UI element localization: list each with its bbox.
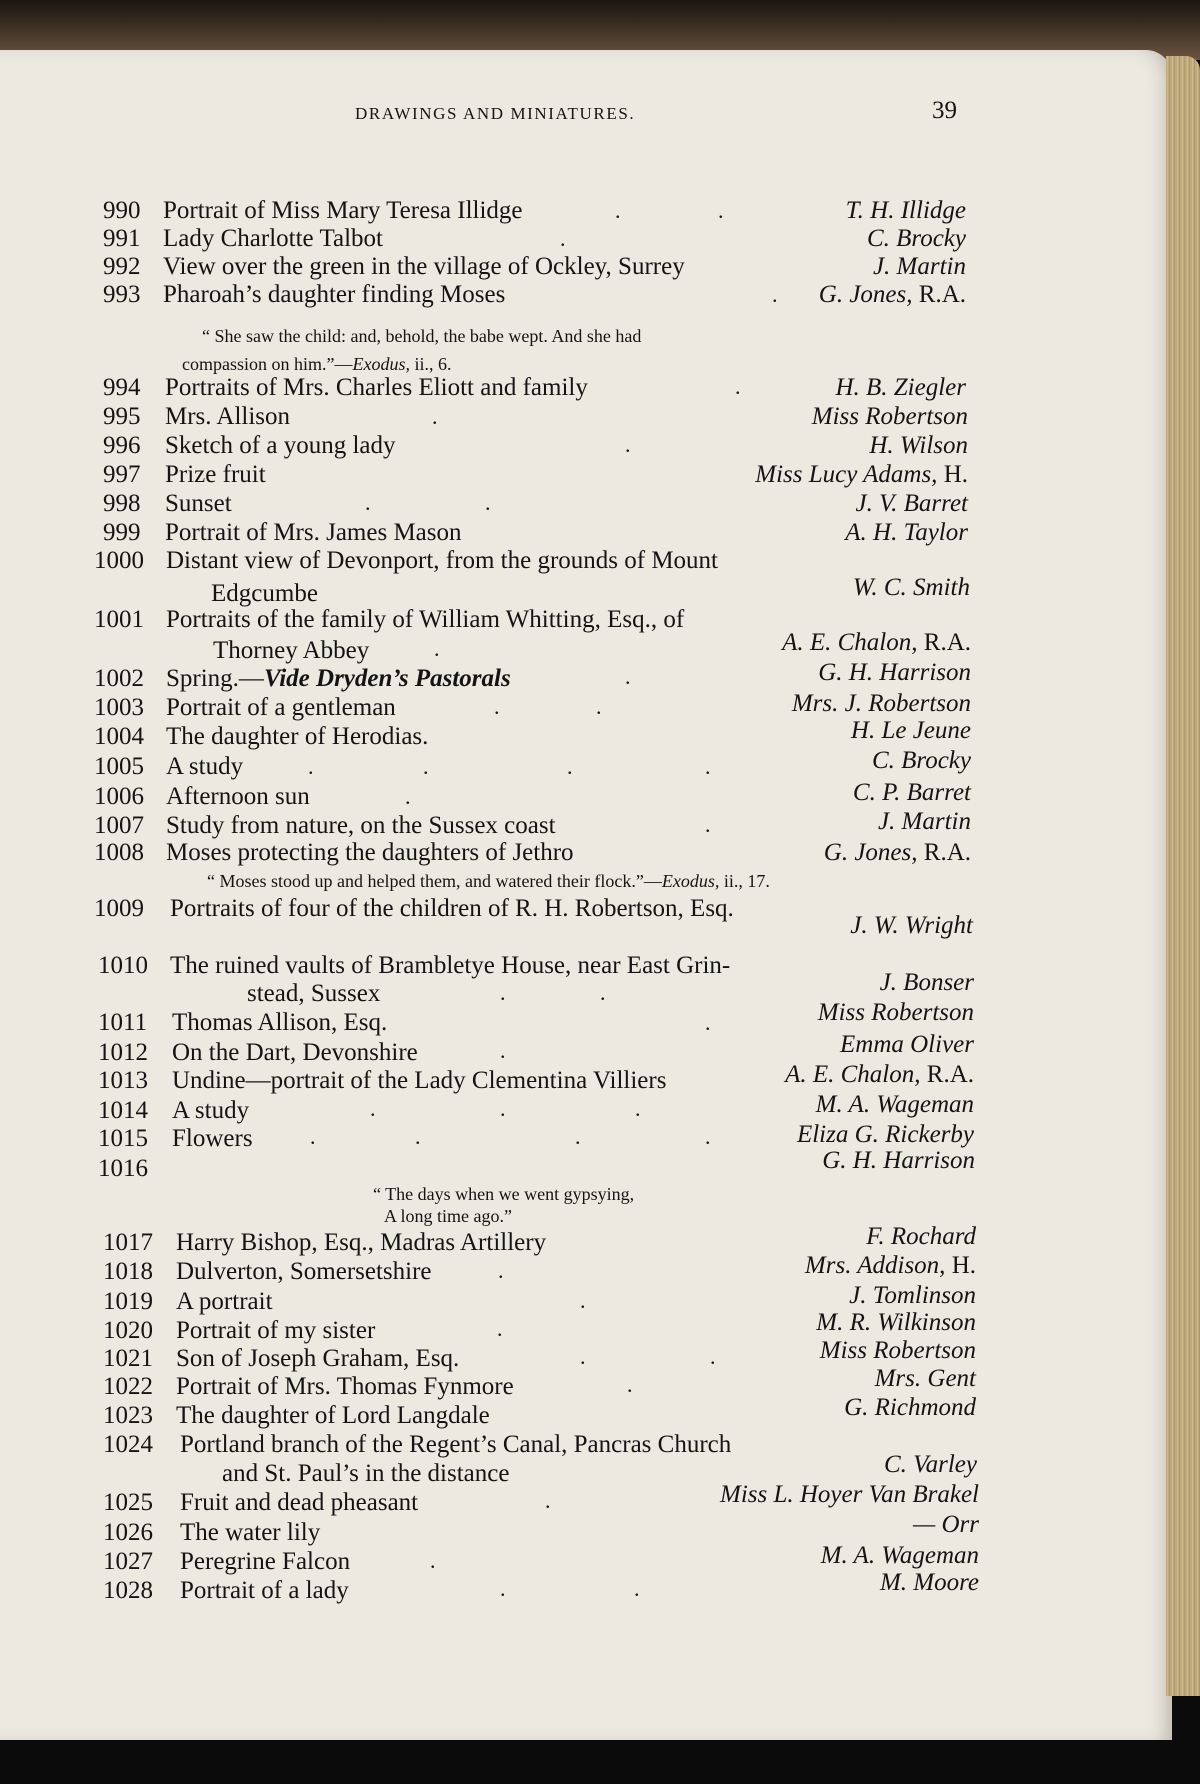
catalogue-entry xyxy=(0,1569,1172,1606)
leader-dot: . xyxy=(615,198,621,223)
entry-artist: J. Martin xyxy=(872,253,966,280)
entry-artist: A. E. Chalon, R.A. xyxy=(785,1061,974,1088)
entry-number: 1017 xyxy=(103,1229,153,1256)
entry-artist: J. Bonser xyxy=(879,969,974,996)
entry-artist: W. C. Smith xyxy=(852,574,970,601)
catalogue-entry-artist-line xyxy=(0,968,1172,998)
entry-number: 1000 xyxy=(94,547,144,574)
entry-number: 1013 xyxy=(98,1067,148,1094)
catalogue-entry xyxy=(0,1511,1172,1548)
entry-number: 1011 xyxy=(98,1009,148,1036)
entry-number: 1024 xyxy=(103,1431,153,1458)
entry-artist: Mrs. Gent xyxy=(874,1365,976,1392)
leader-dot: . xyxy=(434,636,440,661)
entry-title: Thomas Allison, Esq. xyxy=(172,1009,388,1036)
entry-title-continuation: Edgcumbe xyxy=(211,580,318,607)
entry-artist: H. B. Ziegler xyxy=(835,374,966,401)
entry-artist: H. Le Jeune xyxy=(850,717,971,744)
leader-dot: . xyxy=(735,374,741,399)
entry-number: 998 xyxy=(103,490,141,517)
catalogue-entry xyxy=(0,779,1172,812)
catalogue-entry xyxy=(0,1091,1172,1126)
entry-number: 1020 xyxy=(103,1317,153,1344)
leader-dot: . xyxy=(575,1124,581,1149)
catalogue-entry xyxy=(0,1481,1172,1518)
catalogue-entry xyxy=(0,717,1172,752)
entry-quote: compassion on him.”—Exodus, ii., 6. xyxy=(182,354,452,374)
entry-title: The daughter of Herodias. xyxy=(166,723,429,750)
leader-dot: . xyxy=(567,754,573,779)
leader-dot: . xyxy=(500,980,506,1005)
entry-number: 1003 xyxy=(94,694,144,721)
entry-title: On the Dart, Devonshire xyxy=(172,1039,418,1066)
entry-title: Portrait of a gentleman xyxy=(166,694,396,721)
catalogue-entry xyxy=(0,402,1172,432)
catalogue-entry xyxy=(0,1147,1172,1184)
entry-number: 1022 xyxy=(103,1373,153,1400)
catalogue-entry xyxy=(0,1031,1172,1068)
catalogue-entry xyxy=(0,196,1172,226)
leader-dot: . xyxy=(370,1096,376,1121)
leader-dot: . xyxy=(415,1124,421,1149)
entry-title: Portraits of the family of William Whitting, Esq., of xyxy=(166,606,685,633)
leader-dot: . xyxy=(580,1344,586,1369)
entry-title: A study xyxy=(172,1097,250,1124)
catalogue-entry-artist-line xyxy=(0,628,1172,658)
entry-artist: G. Richmond xyxy=(844,1394,976,1421)
entry-title: Undine—portrait of the Lady Clementina Villiers xyxy=(172,1067,667,1094)
entry-number: 996 xyxy=(103,432,141,459)
leader-dot: . xyxy=(497,1316,503,1341)
catalogue-entry xyxy=(0,1061,1172,1096)
entry-artist: F. Rochard xyxy=(866,1223,976,1250)
leader-dot: . xyxy=(432,404,438,429)
leader-dot: . xyxy=(718,198,724,223)
leader-dot: . xyxy=(705,812,711,837)
leader-dot: . xyxy=(580,1288,586,1313)
leader-dot: . xyxy=(430,1548,436,1573)
entry-artist: C. Brocky xyxy=(871,747,971,774)
entry-number: 1010 xyxy=(98,952,148,979)
entry-title: Spring.—Vide Dryden’s Pastorals xyxy=(166,665,511,692)
leader-dot: . xyxy=(365,490,371,515)
entry-title: Portraits of Mrs. Charles Eliott and family xyxy=(165,374,588,401)
entry-artist: C. Varley xyxy=(883,1451,977,1478)
entry-artist: Mrs. Addison, H. xyxy=(804,1252,976,1279)
catalogue-entry xyxy=(0,690,1172,723)
catalogue-entry xyxy=(0,659,1172,694)
entry-artist: G. Jones, R.A. xyxy=(818,281,966,308)
entry-title: Fruit and dead pheasant xyxy=(180,1489,419,1516)
entry-title-continuation: stead, Sussex xyxy=(247,980,381,1007)
entry-number: 1021 xyxy=(103,1345,153,1372)
catalogue-entry xyxy=(0,1282,1172,1317)
entry-number: 995 xyxy=(103,403,141,430)
entry-artist: Miss L. Hoyer Van Brakel xyxy=(720,1481,979,1508)
entry-number: 1018 xyxy=(103,1258,153,1285)
entry-number: 1001 xyxy=(94,606,144,633)
catalogue-entry xyxy=(0,1337,1172,1374)
entry-title: Peregrine Falcon xyxy=(180,1548,351,1575)
catalogue-entry xyxy=(0,808,1172,841)
entry-title: Portraits of four of the children of R. H. Robertson, Esq. xyxy=(170,895,734,922)
catalogue-entry xyxy=(0,489,1172,519)
entry-artist: H. Wilson xyxy=(869,432,968,459)
entry-title: Portrait of Mrs. James Mason xyxy=(165,519,462,546)
leader-dot: . xyxy=(710,1344,716,1369)
entry-title: Lady Charlotte Talbot xyxy=(163,225,383,252)
leader-dot: . xyxy=(405,784,411,809)
entry-title: Flowers xyxy=(172,1125,253,1152)
entry-title: Mrs. Allison xyxy=(165,403,291,430)
entry-title: Dulverton, Somersetshire xyxy=(176,1258,432,1285)
running-head: DRAWINGS AND MINIATURES. xyxy=(355,104,636,123)
entry-artist: M. A. Wageman xyxy=(820,1542,979,1569)
entry-number: 1008 xyxy=(94,839,144,866)
entry-title-continuation: Thorney Abbey xyxy=(213,637,370,664)
leader-dot: . xyxy=(625,432,631,457)
catalogue-entry xyxy=(0,999,1172,1038)
entry-quote: “ The days when we went gypsying, xyxy=(373,1184,635,1204)
entry-artist: G. Jones, R.A. xyxy=(823,839,971,866)
entry-artist: J. W. Wright xyxy=(850,912,973,939)
entry-number: 1004 xyxy=(94,723,144,750)
page-number: 39 xyxy=(932,97,957,124)
leader-dot: . xyxy=(560,226,566,251)
entry-number: 1028 xyxy=(103,1577,153,1604)
leader-dot: . xyxy=(635,1096,641,1121)
entry-number: 992 xyxy=(103,253,141,280)
entry-quote: “ Moses stood up and helped them, and watered their flock.”—Exodus, ii., 17. xyxy=(207,871,770,891)
catalogue-entry xyxy=(0,224,1172,254)
entry-number: 994 xyxy=(103,374,141,401)
leader-dot: . xyxy=(498,1258,504,1283)
entry-title: The ruined vaults of Brambletye House, near East Grin- xyxy=(170,952,731,979)
entry-number: 1012 xyxy=(98,1039,148,1066)
catalogue-entry xyxy=(0,518,1172,548)
leader-dot: . xyxy=(494,694,500,719)
entry-title: Study from nature, on the Sussex coast xyxy=(166,812,556,839)
entry-title: Portrait of my sister xyxy=(176,1317,376,1344)
catalogue-entry xyxy=(0,838,1172,868)
entry-title: A study xyxy=(166,753,244,780)
entry-artist: Miss Lucy Adams, H. xyxy=(755,461,968,488)
catalogue-entry xyxy=(0,460,1172,490)
catalogue-entry xyxy=(0,1252,1172,1287)
catalogue-entry xyxy=(0,252,1172,282)
leader-dot: . xyxy=(600,980,606,1005)
entry-artist: C. P. Barret xyxy=(852,779,971,806)
entry-title: Pharoah’s daughter finding Moses xyxy=(163,281,506,308)
entry-artist: Miss Robertson xyxy=(817,999,974,1026)
entry-title: Distant view of Devonport, from the grounds of Mount xyxy=(166,547,719,574)
catalogue-entry xyxy=(0,280,1172,310)
entry-artist: C. Brocky xyxy=(866,225,966,252)
leader-dot: . xyxy=(705,1010,711,1035)
entry-artist: M. Moore xyxy=(879,1569,979,1596)
catalogue-entry xyxy=(0,1121,1172,1154)
entry-artist: Miss Robertson xyxy=(811,403,968,430)
catalogue-entry xyxy=(0,747,1172,782)
leader-dot: . xyxy=(308,754,314,779)
entry-artist: J. Martin xyxy=(877,808,971,835)
entry-number: 993 xyxy=(103,281,141,308)
entry-title: Portrait of Miss Mary Teresa Illidge xyxy=(163,197,523,224)
entry-title: View over the green in the village of Ockley, Surrey xyxy=(163,253,685,280)
leader-dot: . xyxy=(705,1124,711,1149)
entry-number: 1009 xyxy=(94,895,144,922)
catalogue-entry xyxy=(0,1365,1172,1402)
entry-number: 990 xyxy=(103,197,141,224)
entry-number: 1025 xyxy=(103,1489,153,1516)
catalogue-entry-artist-line xyxy=(0,911,1172,941)
entry-title: Son of Joseph Graham, Esq. xyxy=(176,1345,460,1372)
entry-title: Afternoon sun xyxy=(166,783,310,810)
entry-quote: “ She saw the child: and, behold, the babe wept. And she had xyxy=(202,326,642,346)
entry-artist: G. H. Harrison xyxy=(822,1147,975,1174)
entry-artist: — Orr xyxy=(913,1511,979,1538)
catalogue-entry xyxy=(0,373,1172,403)
entry-artist: J. V. Barret xyxy=(855,490,968,517)
leader-dot: . xyxy=(485,490,491,515)
entry-title: Portrait of a lady xyxy=(180,1577,349,1604)
entry-title: The daughter of Lord Langdale xyxy=(176,1402,490,1429)
entry-quote: A long time ago.” xyxy=(384,1206,512,1226)
entry-artist: Miss Robertson xyxy=(819,1337,976,1364)
entry-number: 1015 xyxy=(98,1125,148,1152)
entry-number: 1002 xyxy=(94,665,144,692)
entry-artist: A. E. Chalon, R.A. xyxy=(782,629,971,656)
entry-title: Prize fruit xyxy=(165,461,266,488)
entry-title: Harry Bishop, Esq., Madras Artillery xyxy=(176,1229,547,1256)
catalogue-entry-artist-line xyxy=(0,1450,1172,1480)
catalogue-entry xyxy=(0,431,1172,461)
entry-number: 1005 xyxy=(94,753,144,780)
entry-title-continuation: and St. Paul’s in the distance xyxy=(222,1460,510,1487)
leader-dot: . xyxy=(545,1488,551,1513)
entry-number: 1006 xyxy=(94,783,144,810)
entry-artist: G. H. Harrison xyxy=(818,659,971,686)
entry-number: 1014 xyxy=(98,1097,148,1124)
entry-title: A portrait xyxy=(176,1288,273,1315)
catalogue-entry xyxy=(0,546,1172,576)
catalogue-entry xyxy=(0,1309,1172,1346)
entry-number: 999 xyxy=(103,519,141,546)
entry-number: 1023 xyxy=(103,1402,153,1429)
entry-title: Sunset xyxy=(165,490,232,517)
catalogue-entry xyxy=(0,1223,1172,1258)
catalogue-entry-artist-line xyxy=(0,573,1172,603)
entry-artist: M. R. Wilkinson xyxy=(816,1309,976,1336)
leader-dot: . xyxy=(634,1576,640,1601)
leader-dot: . xyxy=(423,754,429,779)
entry-artist: Mrs. J. Robertson xyxy=(791,690,971,717)
entry-artist: A. H. Taylor xyxy=(845,519,968,546)
entry-number: 1007 xyxy=(94,812,144,839)
leader-dot: . xyxy=(500,1096,506,1121)
entry-artist: Eliza G. Rickerby xyxy=(796,1121,974,1148)
entry-artist: J. Tomlinson xyxy=(849,1282,976,1309)
entry-number: 1027 xyxy=(103,1548,153,1575)
leader-dot: . xyxy=(500,1038,506,1063)
entry-number: 991 xyxy=(103,225,141,252)
entry-artist: Emma Oliver xyxy=(840,1031,974,1058)
entry-artist: T. H. Illidge xyxy=(845,197,966,224)
catalogue-entry xyxy=(0,1394,1172,1431)
entry-number: 997 xyxy=(103,461,141,488)
leader-dot: . xyxy=(705,754,711,779)
leader-dot: . xyxy=(772,282,778,307)
leader-dot: . xyxy=(627,1372,633,1397)
leader-dot: . xyxy=(500,1576,506,1601)
leader-dot: . xyxy=(596,694,602,719)
entry-title: The water lily xyxy=(180,1519,321,1546)
entry-artist: M. A. Wageman xyxy=(815,1091,974,1118)
entry-title: Portland branch of the Regent’s Canal, Pancras Church xyxy=(180,1431,732,1458)
leader-dot: . xyxy=(625,664,631,689)
entry-title: Portrait of Mrs. Thomas Fynmore xyxy=(176,1373,514,1400)
entry-title: Moses protecting the daughters of Jethro xyxy=(166,839,574,866)
leader-dot: . xyxy=(310,1124,316,1149)
entry-title: Sketch of a young lady xyxy=(165,432,396,459)
entry-number: 1026 xyxy=(103,1519,153,1546)
catalogue-entry xyxy=(0,1542,1172,1577)
entry-number: 1016 xyxy=(98,1155,148,1182)
entry-number: 1019 xyxy=(103,1288,153,1315)
